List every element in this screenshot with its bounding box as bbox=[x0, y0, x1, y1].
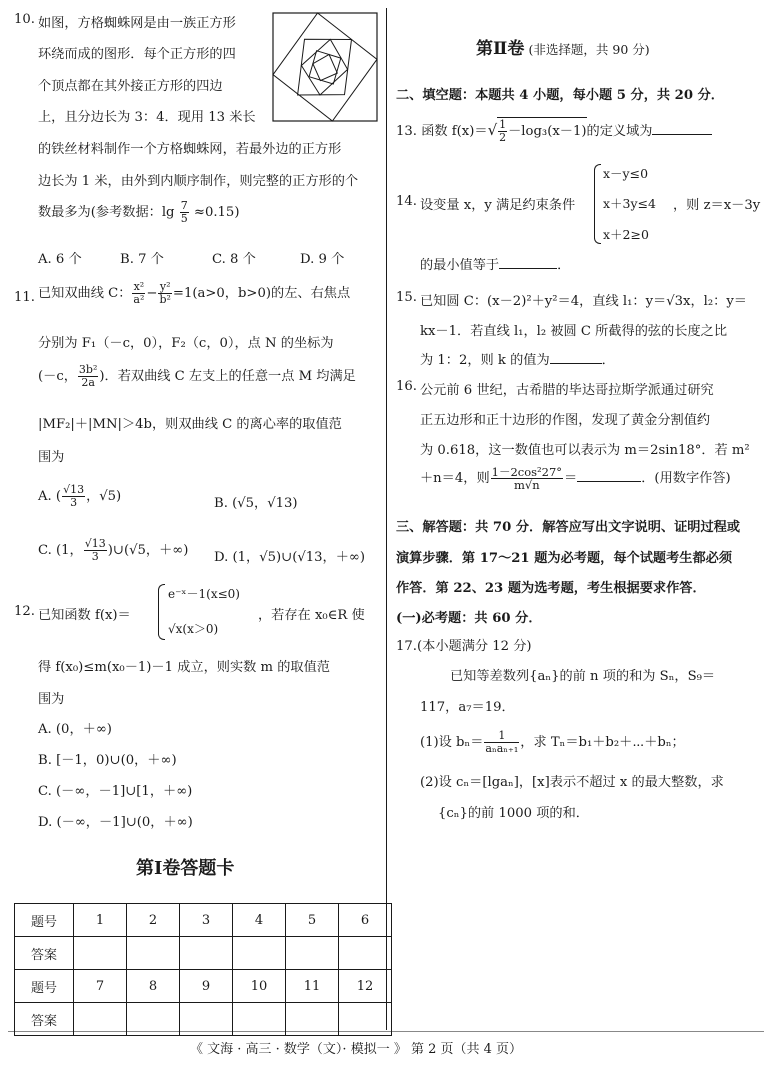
q15-line3: 为 1：2，则 k 的值为 ． bbox=[420, 353, 615, 368]
answer-row-nums-2: 题号 7 8 9 10 11 12 bbox=[15, 970, 392, 1003]
q13: 13. 函数 f(x)＝√ $\frac{1}{2}$ －log₃(x－1)的定义域为 bbox=[396, 117, 712, 144]
q16-line4: ＋n＝4，则 $\frac{\text{1－2cos²27°}}{m√n}$ ＝ ．(用数字作答) bbox=[420, 465, 731, 492]
q12-line3: 围为 bbox=[38, 692, 65, 707]
web-square-2 bbox=[273, 13, 377, 121]
q17-line2: 117，a₇＝19． bbox=[420, 700, 515, 715]
q11-line5: 围为 bbox=[38, 450, 65, 465]
q12-case1: e⁻ˣ－1(x≤0) bbox=[168, 587, 240, 601]
q10-option-b: B. 7 个 bbox=[120, 252, 164, 267]
q11-option-c: C. (1， $\frac{√13}{3}$ )∪(√5，＋∞) bbox=[38, 537, 189, 563]
q10-line7a: 数最多为(参考数据：lg bbox=[38, 205, 175, 220]
part2-subtitle: (非选择题，共 90 分) bbox=[528, 42, 650, 57]
part2-title: 第Ⅱ卷 bbox=[476, 39, 525, 59]
q12-option-b: B. [－1，0)∪(0，＋∞) bbox=[38, 753, 177, 768]
q12-option-a: A. (0，＋∞) bbox=[38, 722, 112, 737]
q17-part1: (1)设 bₙ＝ $\frac{1}{\text{aₙaₙ₊₁}}$ ，求 Tₙ＝b₁＋b₂＋⋯＋bₙ； bbox=[420, 729, 685, 755]
web-square-6 bbox=[313, 55, 337, 81]
q10-option-d: D. 9 个 bbox=[300, 252, 345, 267]
q11-option-b: B. (√5，√13) bbox=[214, 496, 298, 511]
part2-heading bbox=[476, 34, 650, 59]
part3-header-1: 三、解答题：共 70 分．解答应写出文字说明、证明过程或 bbox=[396, 520, 741, 535]
q14-answer-blank[interactable] bbox=[499, 256, 557, 269]
q16-line2: 正五边形和正十边形的作图，发现了黄金分割值约 bbox=[420, 413, 711, 428]
q11-line2: 分别为 F₁（－c，0），F₂（c，0），点 N 的坐标为 bbox=[38, 336, 334, 351]
q16-line1: 公元前 6 世纪，古希腊的毕达哥拉斯学派通过研究 bbox=[420, 383, 714, 398]
q10-num: 10. bbox=[14, 12, 35, 27]
q11-line1: 已知双曲线 C： $\frac{\text{x²}}{\text{a²}}$ − $\frac{\text{y²}}{\text{b²}}$ =1(a>0，b>0)的左、右焦点 bbox=[38, 280, 351, 306]
q17-part2-line2: {cₙ}的前 1000 项的和． bbox=[438, 806, 589, 821]
q11-num: 11. bbox=[14, 290, 35, 305]
q12-line1b: ，若存在 x₀∈R 使 bbox=[258, 608, 365, 623]
q16-line3: 为 0.618，这一数值也可以表示为 m＝2sin18°．若 m² bbox=[420, 443, 750, 458]
part3-section: (一)必考题：共 60 分． bbox=[396, 611, 542, 626]
q15-num: 15. bbox=[396, 290, 417, 305]
q15-line1: 已知圆 C：(x－2)²＋y²＝4，直线 l₁：y＝√3x，l₂：y＝ bbox=[420, 294, 747, 309]
answer-card-table bbox=[14, 903, 392, 1036]
web-square-4 bbox=[301, 39, 347, 95]
web-square-3 bbox=[298, 39, 352, 95]
q17-line1: 已知等差数列{aₙ}的前 n 项的和为 Sₙ，S₉＝ bbox=[450, 669, 716, 684]
fill-in-header: 二、填空题：本题共 4 小题，每小题 5 分，共 20 分． bbox=[396, 88, 724, 103]
q13-answer-blank[interactable] bbox=[652, 122, 712, 135]
q16-num: 16. bbox=[396, 379, 417, 394]
answer-row-blank-1: 答案 bbox=[15, 937, 392, 970]
q14-line2: 的最小值等于 ． bbox=[420, 258, 571, 273]
q14-num: 14. bbox=[396, 194, 417, 209]
q10-line4: 上，且分边长为 3：4．现用 13 米长 bbox=[38, 110, 256, 125]
q15-line2: kx－1．若直线 l₁，l₂ 被圆 C 所截得的弦的长度之比 bbox=[420, 324, 728, 339]
q14-cond1: x－y≤0 bbox=[603, 166, 649, 181]
q14-tail: ，则 z＝x－3y bbox=[673, 198, 761, 213]
web-square-1 bbox=[273, 13, 377, 121]
q10-line7 bbox=[38, 200, 239, 225]
column-divider bbox=[386, 8, 387, 1030]
q11-line4: |MF₂|＋|MN|＞4b，则双曲线 C 的离心率的取值范 bbox=[38, 417, 342, 432]
answer-card-title: 第Ⅰ卷答题卡 bbox=[136, 858, 235, 879]
q17-title: 17.(本小题满分 12 分) bbox=[396, 639, 532, 654]
q12-brace bbox=[158, 584, 165, 640]
q12-case2: √x(x＞0) bbox=[168, 622, 219, 636]
answer-row-nums-1: 题号 1 2 3 4 5 6 bbox=[15, 904, 392, 937]
q12-option-c: C. (－∞，－1]∪[1，＋∞) bbox=[38, 784, 193, 799]
q11-line3: (－c， $\frac{\text{3b²}}{2a}$ )．若双曲线 C 左支上的任意一点 M 均满足 bbox=[38, 363, 356, 389]
q10-line5: 的铁丝材料制作一个方格蜘蛛网，若最外边的正方形 bbox=[38, 142, 342, 157]
q10-fraction: $\frac{7}{5}$ bbox=[180, 199, 188, 225]
q16-answer-blank[interactable] bbox=[577, 469, 641, 482]
q14-cond2: x＋3y≤4 bbox=[603, 196, 656, 211]
q14-brace bbox=[594, 164, 601, 244]
part3-header-3: 作答．第 22、23 题为选考题，考生根据要求作答． bbox=[396, 581, 706, 596]
q12-line2: 得 f(x₀)≤m(x₀－1)－1 成立，则实数 m 的取值范 bbox=[38, 660, 330, 675]
q12-line1a: 已知函数 f(x)＝ bbox=[38, 608, 131, 623]
q10-line7b: ≈0.15) bbox=[193, 205, 240, 220]
q12-option-d: D. (－∞，－1]∪(0，＋∞) bbox=[38, 815, 193, 830]
page-footer: 《 文海 · 高三 · 数学（文）· 模拟一 》 第 2 页（共 4 页） bbox=[190, 1042, 523, 1057]
answer-row-blank-2: 答案 bbox=[15, 1003, 392, 1036]
q15-answer-blank[interactable] bbox=[550, 351, 602, 364]
q14-cond3: x＋2≥0 bbox=[603, 227, 649, 242]
spider-web-figure bbox=[272, 12, 378, 122]
q10-option-a: A. 6 个 bbox=[38, 252, 82, 267]
part3-header-2: 演算步骤．第 17～21 题为必考题，每个试题考生都必须 bbox=[396, 551, 733, 566]
q10-option-c: C. 8 个 bbox=[212, 252, 256, 267]
q17-part2-line1: (2)设 cₙ＝[lgaₙ]，[x]表示不超过 x 的最大整数，求 bbox=[420, 775, 724, 790]
q10-line1: 如图，方格蜘蛛网是由一族正方形 bbox=[38, 16, 236, 31]
q14-lead: 设变量 x，y 满足约束条件 bbox=[420, 198, 576, 213]
q11-option-a: A. ( $\frac{√13}{3}$ ，√5) bbox=[38, 483, 122, 509]
q10-line2: 环绕而成的图形．每个正方形的四 bbox=[38, 47, 236, 62]
q12-num: 12. bbox=[14, 604, 35, 619]
q11-option-d: D. (1，√5)∪(√13，＋∞) bbox=[214, 550, 366, 565]
q10-line3: 个顶点都在其外接正方形的四边 bbox=[38, 79, 223, 94]
q10-line6: 边长为 1 米，由外到内顺序制作，则完整的正方形的个 bbox=[38, 174, 359, 189]
